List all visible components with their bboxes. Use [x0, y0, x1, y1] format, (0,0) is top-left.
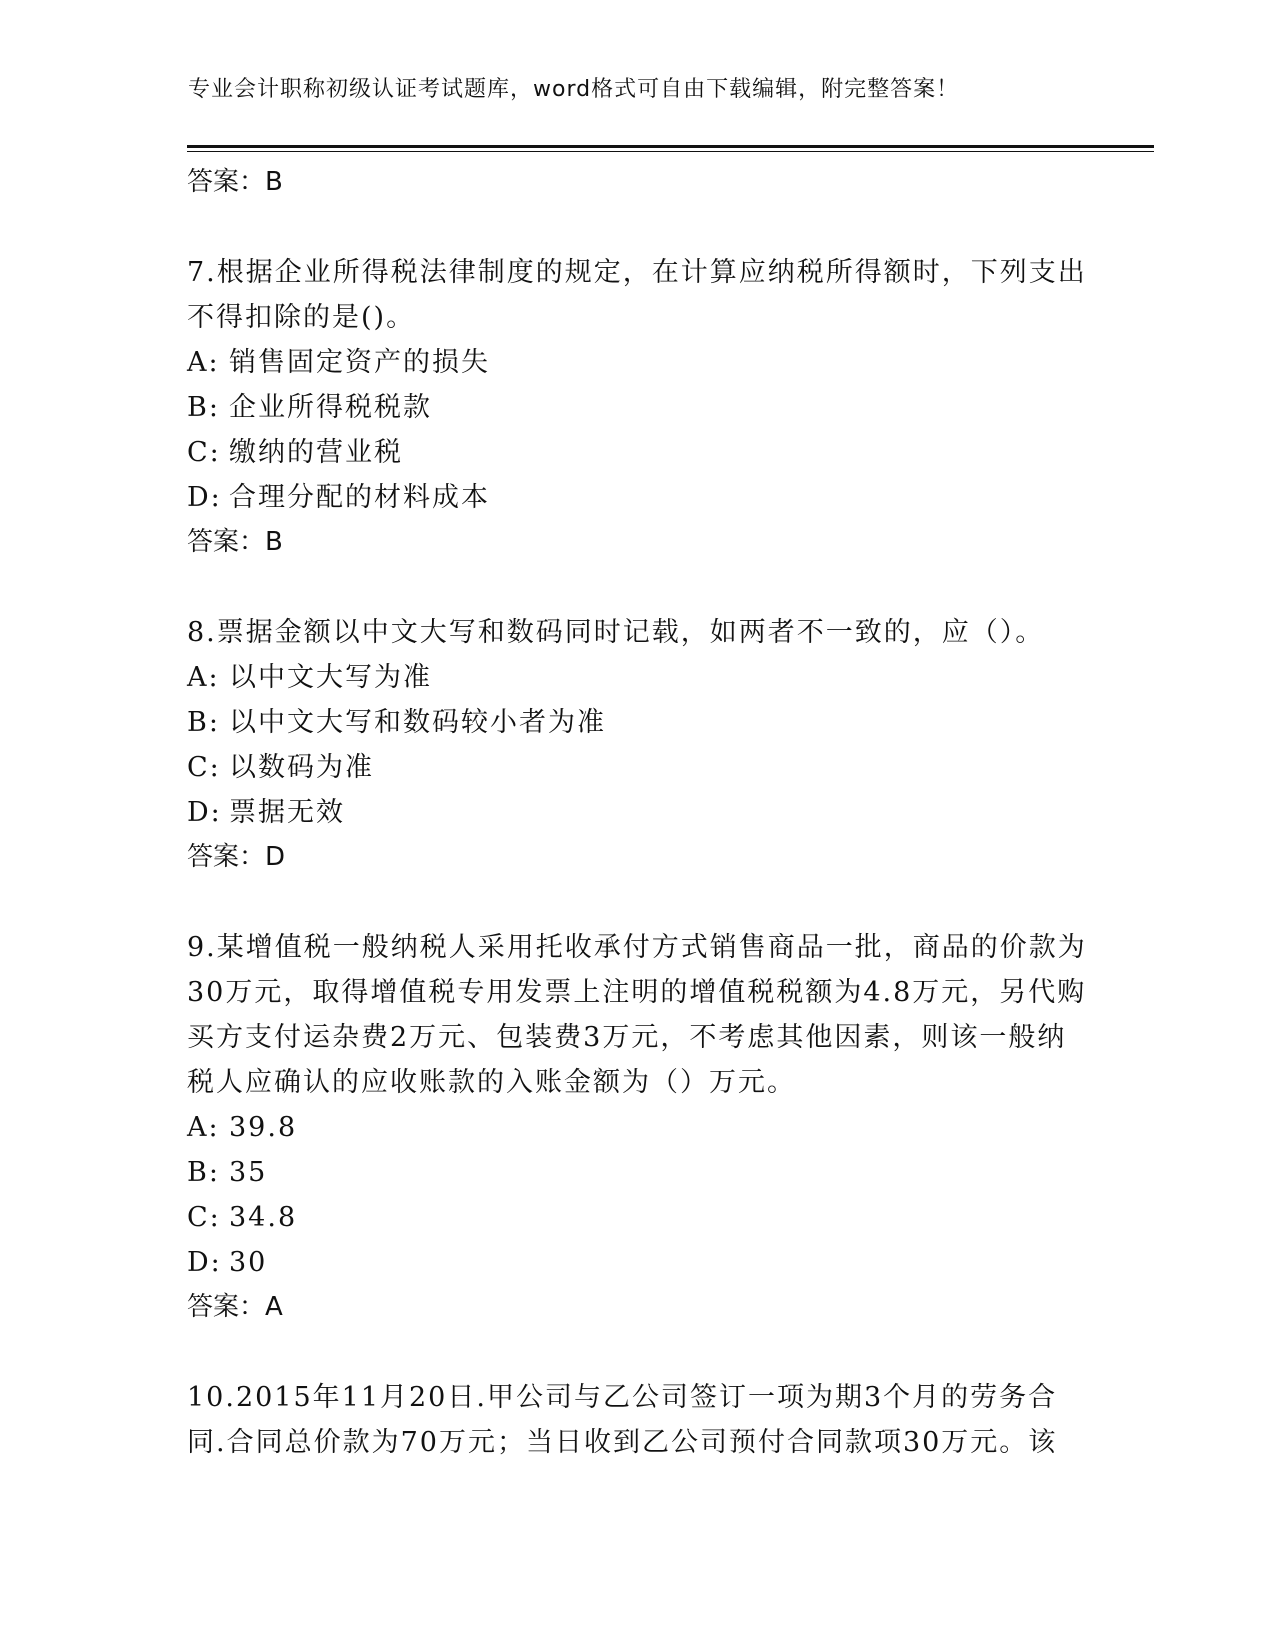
answer-q8: 答案：D — [187, 842, 286, 872]
question-8-option-b — [187, 700, 1087, 745]
question-9-option-b — [187, 1150, 1087, 1195]
question-8-option-d — [187, 790, 1087, 835]
header-divider — [187, 145, 1154, 152]
question-9-stem: 9.某增值税一般纳税人采用托收承付方式销售商品一批，商品的价款为30万元，取得增值税专用发票上注明的增值税税额为4.8万元，另代购买方支付运杂费2万元、包装费3万元，不考虑其他因素，则该一般纳税人应确认的应收账款的入账金额为（）万元。 — [187, 932, 1087, 1098]
option-text: 30 — [229, 1247, 268, 1278]
document-body — [187, 160, 1087, 1465]
option-letter: A: — [187, 662, 220, 693]
option-letter: D: — [187, 1247, 222, 1278]
option-text: 缴纳的营业税 — [229, 437, 403, 468]
option-text: 以中文大写为准 — [229, 662, 432, 693]
question-8-option-a — [187, 655, 1087, 700]
option-letter: D: — [187, 797, 222, 828]
option-letter: B: — [187, 707, 220, 738]
option-text: 以数码为准 — [229, 752, 374, 783]
option-letter: B: — [187, 1157, 220, 1188]
option-letter: A: — [187, 1112, 220, 1143]
spacer — [187, 205, 1087, 250]
question-9-option-c — [187, 1195, 1087, 1240]
question-7-option-c — [187, 430, 1087, 475]
option-letter: A: — [187, 347, 220, 378]
question-7-stem: 7.根据企业所得税法律制度的规定，在计算应纳税所得额时，下列支出不得扣除的是()。 — [187, 257, 1087, 333]
option-letter: C: — [187, 437, 221, 468]
question-9-option-d — [187, 1240, 1087, 1285]
option-text: 以中文大写和数码较小者为准 — [229, 707, 606, 738]
answer-q9: 答案：A — [187, 1292, 283, 1322]
option-letter: D: — [187, 482, 222, 513]
option-text: 34.8 — [229, 1202, 298, 1233]
spacer — [187, 1330, 1087, 1375]
question-10-stem: 10.2015年11月20日.甲公司与乙公司签订一项为期3个月的劳务合同.合同总价款为70万元；当日收到乙公司预付合同款项30万元。该 — [187, 1382, 1058, 1458]
option-text: 39.8 — [229, 1112, 298, 1143]
spacer — [187, 565, 1087, 610]
question-8-stem: 8.票据金额以中文大写和数码同时记载，如两者不一致的，应（）。 — [187, 617, 1045, 648]
option-text: 企业所得税税款 — [229, 392, 432, 423]
question-7-option-a — [187, 340, 1087, 385]
question-9-option-a — [187, 1105, 1087, 1150]
page-header-title: 专业会计职称初级认证考试题库，word格式可自由下载编辑，附完整答案！ — [188, 77, 960, 102]
question-8-option-c — [187, 745, 1087, 790]
option-text: 票据无效 — [229, 797, 345, 828]
option-letter: C: — [187, 752, 221, 783]
option-letter: B: — [187, 392, 220, 423]
question-7-option-d — [187, 475, 1087, 520]
option-text: 合理分配的材料成本 — [229, 482, 490, 513]
question-7-option-b — [187, 385, 1087, 430]
option-text: 35 — [229, 1157, 268, 1188]
option-text: 销售固定资产的损失 — [229, 347, 490, 378]
option-letter: C: — [187, 1202, 221, 1233]
answer-q6: 答案：B — [187, 167, 283, 197]
answer-q7: 答案：B — [187, 527, 283, 557]
spacer — [187, 880, 1087, 925]
